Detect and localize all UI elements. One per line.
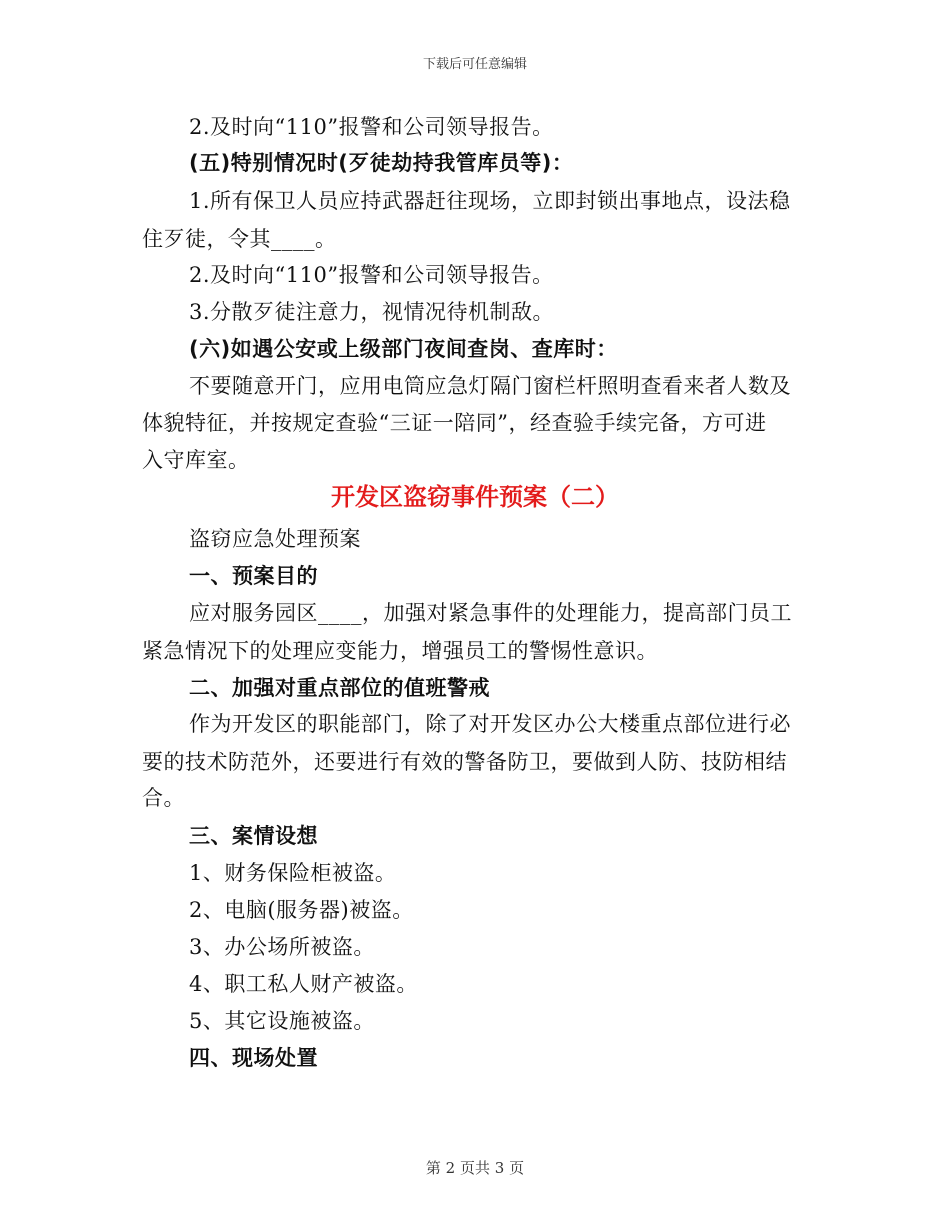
section-heading: 三、案情设想 [189, 824, 318, 848]
list-item: 2、电脑(服务器)被盗。 [189, 898, 414, 922]
list-item: 1、财务保险柜被盗。 [189, 861, 397, 885]
paragraph-line: 紧急情况下的处理应变能力，增强员工的警惕性意识。 [142, 639, 658, 663]
page-footer: 第 2 页共 3 页 [425, 1159, 525, 1177]
section-heading: 四、现场处置 [189, 1046, 318, 1070]
page-header: 下载后可任意编辑 [422, 57, 527, 72]
paragraph-line: 不要随意开门，应用电筒应急灯隔门窗栏杆照明查看来者人数及 [189, 374, 791, 398]
paragraph-line: 盗窃应急处理预案 [189, 527, 361, 551]
list-item: 3、办公场所被盗。 [189, 935, 375, 959]
paragraph-line: 住歹徒，令其____。 [142, 227, 337, 251]
list-item: 5、其它设施被盗。 [189, 1009, 375, 1033]
section-heading: 二、加强对重点部位的值班警戒 [189, 676, 490, 700]
paragraph-line: 应对服务园区____，加强对紧急事件的处理能力，提高部门员工 [189, 601, 792, 625]
paragraph-line: 体貌特征，并按规定查验“三证一陪同”，经查验手续完备，方可进 [142, 411, 767, 435]
section-heading: (六)如遇公安或上级部门夜间查岗、查库时： [189, 337, 618, 361]
paragraph-line: 要的技术防范外，还要进行有效的警备防卫，要做到人防、技防相结 [142, 750, 787, 774]
paragraph-line: 合。 [142, 786, 185, 810]
paragraph-line: 1.所有保卫人员应持武器赶往现场，立即封锁出事地点，设法稳 [189, 189, 791, 213]
paragraph-line: 作为开发区的职能部门，除了对开发区办公大楼重点部位进行必 [189, 712, 791, 736]
paragraph-line: 2.及时向“110”报警和公司领导报告。 [189, 115, 554, 139]
paragraph-line: 2.及时向“110”报警和公司领导报告。 [189, 263, 554, 287]
section-heading: 一、预案目的 [189, 564, 318, 588]
paragraph-line: 3.分散歹徒注意力，视情况待机制敌。 [189, 300, 555, 324]
list-item: 4、职工私人财产被盗。 [189, 972, 418, 996]
paragraph-line: 入守库室。 [142, 448, 250, 472]
document-title: 开发区盗窃事件预案（二） [331, 483, 619, 511]
section-heading: (五)特别情况时(歹徒劫持我管库员等)： [189, 151, 574, 175]
